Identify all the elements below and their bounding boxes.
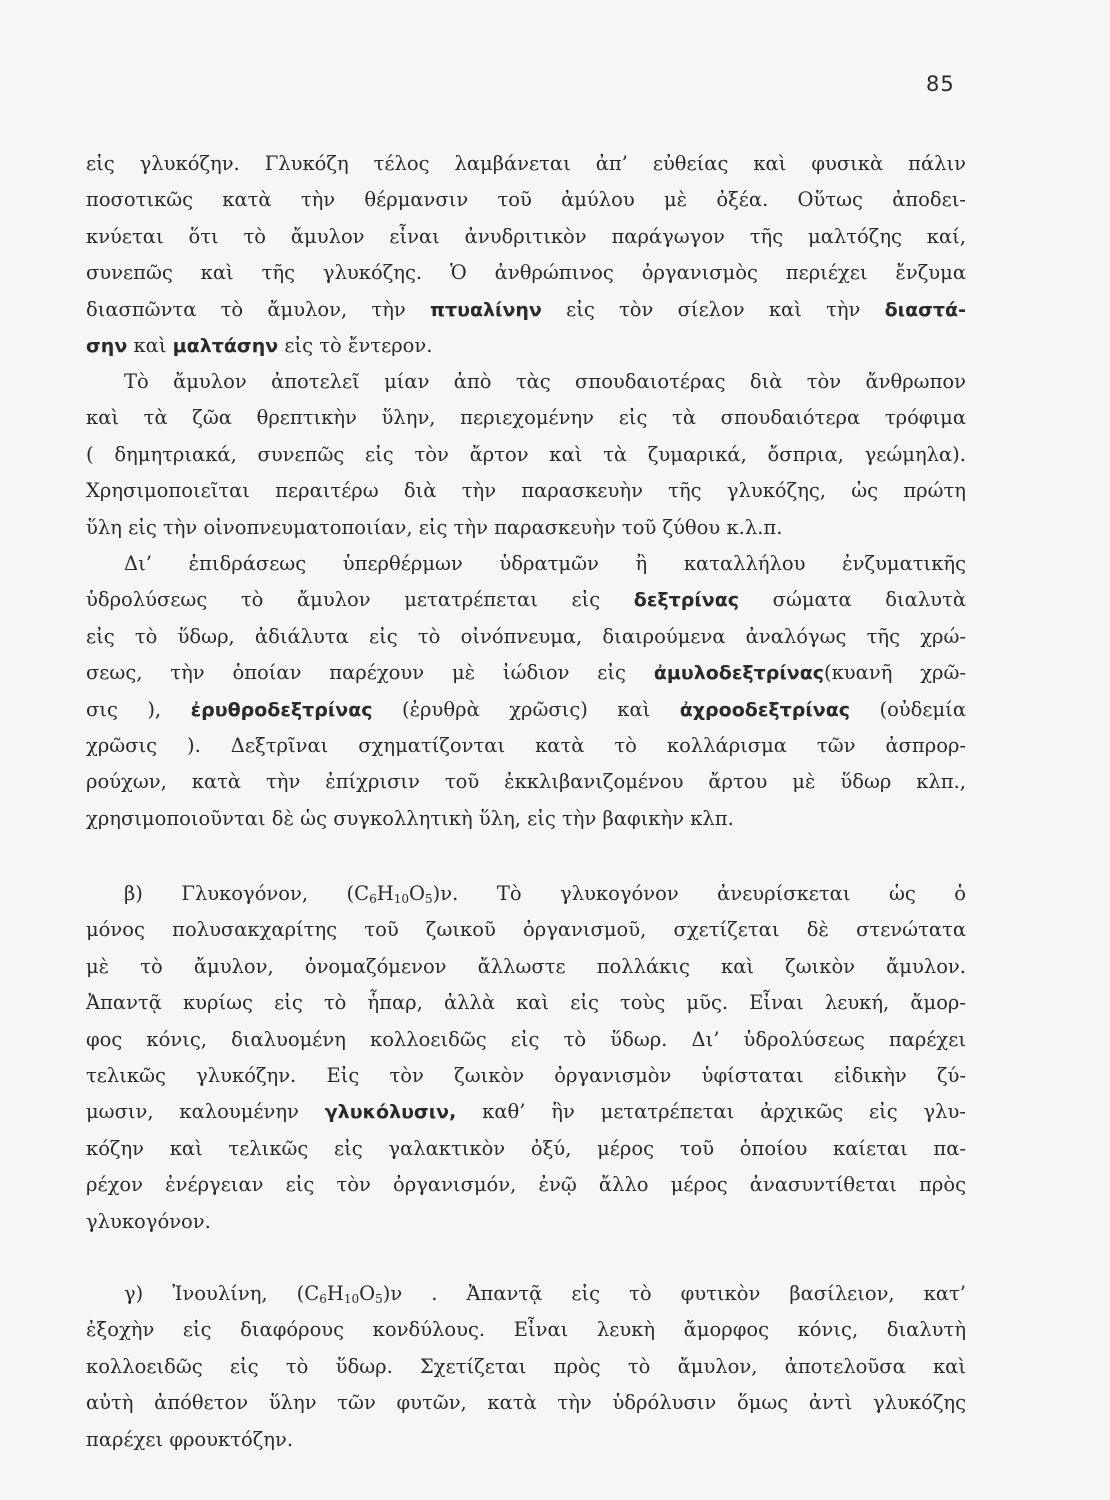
text-line: ποσοτικῶς κατὰ τὴν θέρμανσιν τοῦ ἀμύλου μὲ ὀξέα. Οὕτως ἀποδει-	[86, 188, 966, 212]
paragraph-glycogen	[86, 876, 966, 1240]
text-line: ὑδρολύσεως τὸ ἄμυλον μετατρέπεται εἰς δεξτρίνας σώματα διαλυτὰ	[86, 588, 966, 612]
bold-term: σην	[86, 335, 128, 358]
text-line: Τὸ ἄμυλον ἀποτελεῖ μίαν ἀπὸ τὰς σπουδαιοτέρας διὰ τὸν ἄνθρωπον	[124, 370, 966, 393]
text-line: κολλοειδῶς εἰς τὸ ὕδωρ. Σχετίζεται πρὸς τὸ ἄμυλον, ἀποτελοῦσα καὶ	[86, 1354, 966, 1378]
text-line: σις ), ἐρυθροδεξτρίνας (ἐρυθρὰ χρῶσις) καὶ ἀχροοδεξτρίνας (οὐδεμία	[86, 697, 966, 721]
text-line: γλυκογόνον.	[86, 1209, 211, 1233]
text-line: μόνος πολυσακχαρίτης τοῦ ζωικοῦ ὀργανισμοῦ, σχετίζεται δὲ στενώτατα	[86, 918, 966, 942]
text-line: ὕλη εἰς τὴν οἰνοπνευματοποιίαν, εἰς τὴν παρασκευὴν τοῦ ζύθου κ.λ.π.	[86, 515, 783, 539]
bold-term: γλυκόλυσιν,	[324, 1101, 457, 1124]
text-line: μὲ τὸ ἄμυλον, ὀνομαζόμενον ἄλλωστε πολλάκις καὶ ζωικὸν ἄμυλον.	[86, 954, 966, 978]
text-line: ρούχων, κατὰ τὴν ἐπίχρισιν τοῦ ἐκκλιβανιζομένου ἄρτου μὲ ὕδωρ κλπ.,	[86, 770, 966, 794]
text-line: συνεπῶς καὶ τῆς γλυκόζης. Ὁ ἀνθρώπινος ὀργανισμὸς περιέχει ἔνζυμα	[86, 261, 966, 285]
bold-term: ἐρυθροδεξτρίνας	[190, 698, 373, 721]
text-line: χρῶσις ). Δεξτρῖναι σχηματίζονται κατὰ τὸ κολλάρισμα τῶν ἀσπρορ-	[86, 734, 966, 758]
text-line: ρέχον ἐνέργειαν εἰς τὸν ὀργανισμόν, ἐνῷ ἄλλο μέρος ἀνασυντίθεται πρὸς	[86, 1173, 966, 1197]
bold-term: ἀμυλοδεξτρίνας	[653, 662, 825, 685]
text-line: φος κόνις, διαλυομένη κολλοειδῶς εἰς τὸ ὕδωρ. Δι’ ὑδρολύσεως παρέχει	[86, 1027, 966, 1051]
bold-term: μαλτάσην	[172, 335, 279, 358]
text-line: γ) Ἰνουλίνη, $(C_6H_{10}O_5)\nu$ . Ἀπαντᾷ εἰς τὸ φυτικὸν βασίλειον, κατ’	[124, 1282, 966, 1306]
paragraph-starch-hydrolysis	[86, 146, 966, 364]
text-line: παρέχει φρουκτόζην.	[86, 1427, 294, 1451]
paragraph-inulin	[86, 1276, 966, 1458]
text-line: μωσιν, καλουμένην γλυκόλυσιν, καθ’ ἣν μετατρέπεται ἀρχικῶς εἰς γλυ-	[86, 1100, 966, 1124]
text-line: εἰς τὸ ὕδωρ, ἀδιάλυτα εἰς τὸ οἰνόπνευμα, διαιρούμενα ἀναλόγως τῆς χρώ-	[86, 624, 966, 648]
bold-term: ἀχροοδεξτρίνας	[679, 698, 851, 721]
paragraph-dextrins	[86, 546, 966, 837]
text-line: κνύεται ὅτι τὸ ἄμυλον εἶναι ἀνυδριτικὸν παράγωγον τῆς μαλτόζης καί,	[86, 224, 966, 248]
text-line: Χρησιμοποιεῖται περαιτέρω διὰ τὴν παρασκευὴν τῆς γλυκόζης, ὡς πρώτη	[86, 479, 966, 503]
bold-term: διαστά-	[884, 298, 966, 321]
text-line: σην καὶ μαλτάσην εἰς τὸ ἔντερον.	[86, 334, 433, 358]
text-line: Δι’ ἐπιδράσεως ὑπερθέρμων ὑδρατμῶν ἢ καταλλήλου ἐνζυματικῆς	[124, 552, 966, 575]
bold-term: πτυαλίνην	[430, 298, 542, 321]
text-line: εἰς γλυκόζην. Γλυκόζη τέλος λαμβάνεται ἀπ’ εὐθείας καὶ φυσικὰ πάλιν	[86, 152, 966, 175]
bold-term: δεξτρίνας	[633, 589, 740, 612]
text-line: ἐξοχὴν εἰς διαφόρους κονδύλους. Εἶναι λευκὴ ἄμορφος κόνις, διαλυτὴ	[86, 1318, 966, 1342]
text-line: σεως, τὴν ὁποίαν παρέχουν μὲ ἰώδιον εἰς ἀμυλοδεξτρίνας(κυανῆ χρῶ-	[86, 661, 966, 685]
text-line: Ἀπαντᾷ κυρίως εἰς τὸ ἧπαρ, ἀλλὰ καὶ εἰς τοὺς μῦς. Εἶναι λευκή, ἄμορ-	[86, 991, 966, 1015]
page-number: 85	[926, 72, 955, 96]
text-line: καὶ τὰ ζῶα θρεπτικὴν ὕλην, περιεχομένην εἰς τὰ σπουδαιότερα τρόφιμα	[86, 406, 966, 430]
text-line: κόζην καὶ τελικῶς εἰς γαλακτικὸν ὀξύ, μέρος τοῦ ὁποίου καίεται πα-	[86, 1136, 966, 1160]
text-line: αὐτὴ ἀπόθετον ὕλην τῶν φυτῶν, κατὰ τὴν ὑδρόλυσιν ὅμως ἀντὶ γλυκόζης	[86, 1391, 966, 1415]
text-line: χρησιμοποιοῦνται δὲ ὡς συγκολλητικὴ ὕλη, εἰς τὴν βαφικὴν κλπ.	[86, 806, 734, 830]
text-line: τελικῶς γλυκόζην. Εἰς τὸν ζωικὸν ὀργανισμὸν ὑφίσταται εἰδικὴν ζύ-	[86, 1064, 966, 1088]
text-line: διασπῶντα τὸ ἄμυλον, τὴν πτυαλίνην εἰς τὸν σίελον καὶ τὴν διαστά-	[86, 297, 966, 321]
paragraph-starch-uses	[86, 364, 966, 546]
text-line: β) Γλυκογόνον, $(C_6H_{10}O_5)\nu$. Τὸ γλυκογόνον ἀνευρίσκεται ὡς ὁ	[124, 882, 966, 906]
text-line: ( δημητριακά, συνεπῶς εἰς τὸν ἄρτον καὶ τὰ ζυμαρικά, ὄσπρια, γεώμηλα).	[86, 442, 966, 466]
